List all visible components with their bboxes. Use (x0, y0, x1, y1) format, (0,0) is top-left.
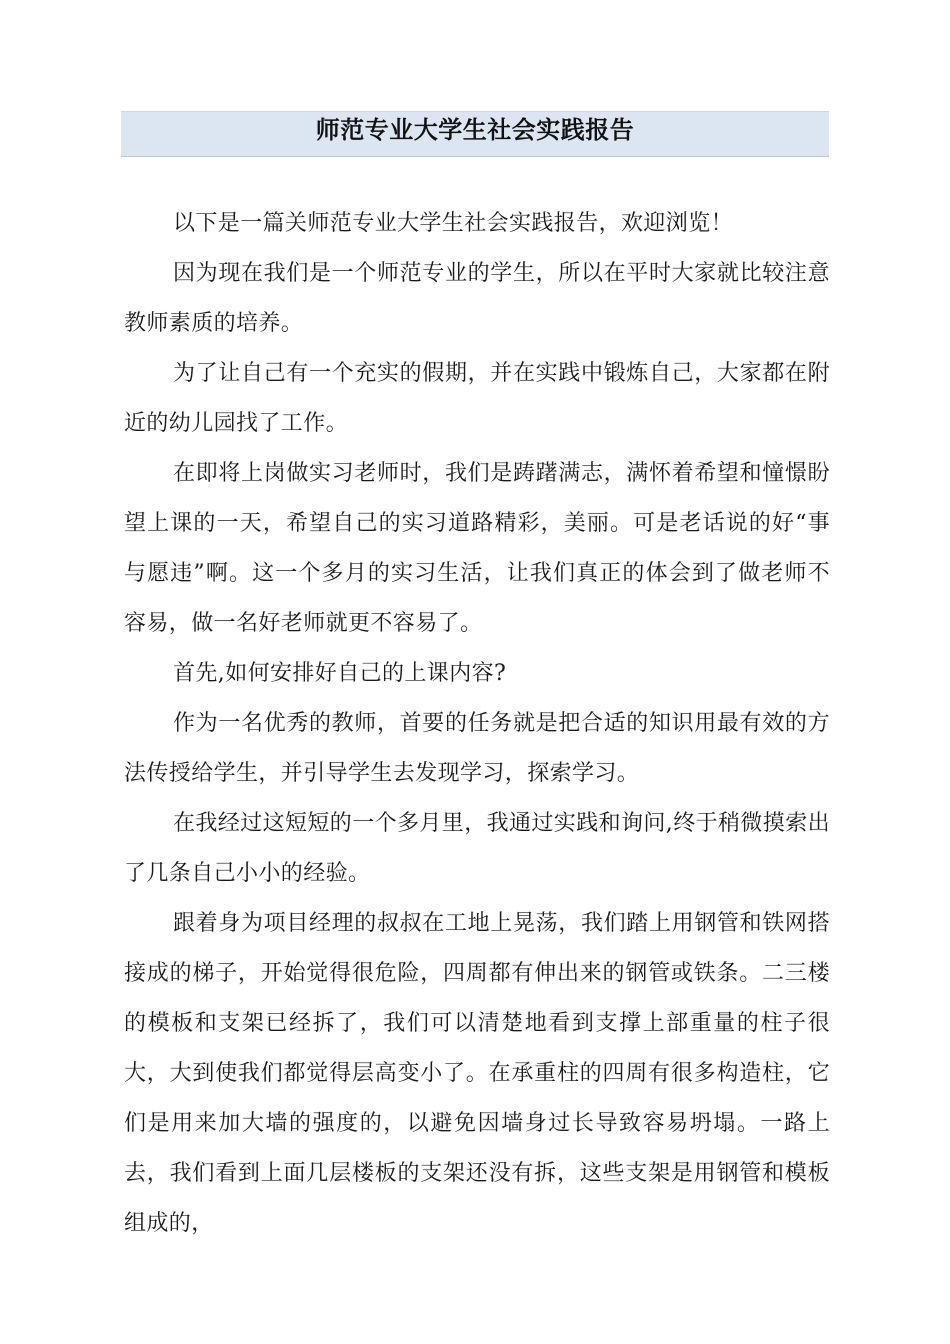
paragraph: 首先,如何安排好自己的上课内容? (173, 661, 507, 686)
paragraph: 跟着身为项目经理的叔叔在工地上晃荡，我们踏上用钢管和铁网搭接成的梯子，开始觉得很危险，四周都有伸出来的钢管或铁条。二三楼的模板和支架已经拆了，我们可以清楚地看到支撑上部重量的柱子很大，大到使我们都觉得层高变小了。在承重柱的四周有很多构造柱，它们是用来加大墙的强度的，以避免因墙身过长导致容易坍塌。一路上去，我们看到上面几层楼板的支架还没有拆，这些支架是用钢管和模板组成的， (124, 911, 830, 1236)
document-body (124, 199, 830, 1249)
paragraph: 在我经过这短短的一个多月里，我通过实践和询问,终于稍微摸索出了几条自己小小的经验。 (124, 811, 830, 886)
title-banner (121, 111, 829, 157)
document-title: 师范专业大学生社会实践报告 (315, 115, 635, 144)
paragraph: 因为现在我们是一个师范专业的学生，所以在平时大家就比较注意教师素质的培养。 (124, 261, 830, 336)
paragraph: 作为一名优秀的教师，首要的任务就是把合适的知识用最有效的方法传授给学生，并引导学生去发现学习，探索学习。 (124, 711, 830, 786)
paragraph: 在即将上岗做实习老师时，我们是踌躇满志，满怀着希望和憧憬盼望上课的一天，希望自己的实习道路精彩，美丽。可是老话说的好“事与愿违”啊。这一个多月的实习生活，让我们真正的体会到了做老师不容易，做一名好老师就更不容易了。 (124, 461, 830, 636)
paragraph: 为了让自己有一个充实的假期，并在实践中锻炼自己，大家都在附近的幼儿园找了工作。 (124, 361, 830, 436)
paragraph: 以下是一篇关师范专业大学生社会实践报告，欢迎浏览！ (173, 211, 734, 236)
